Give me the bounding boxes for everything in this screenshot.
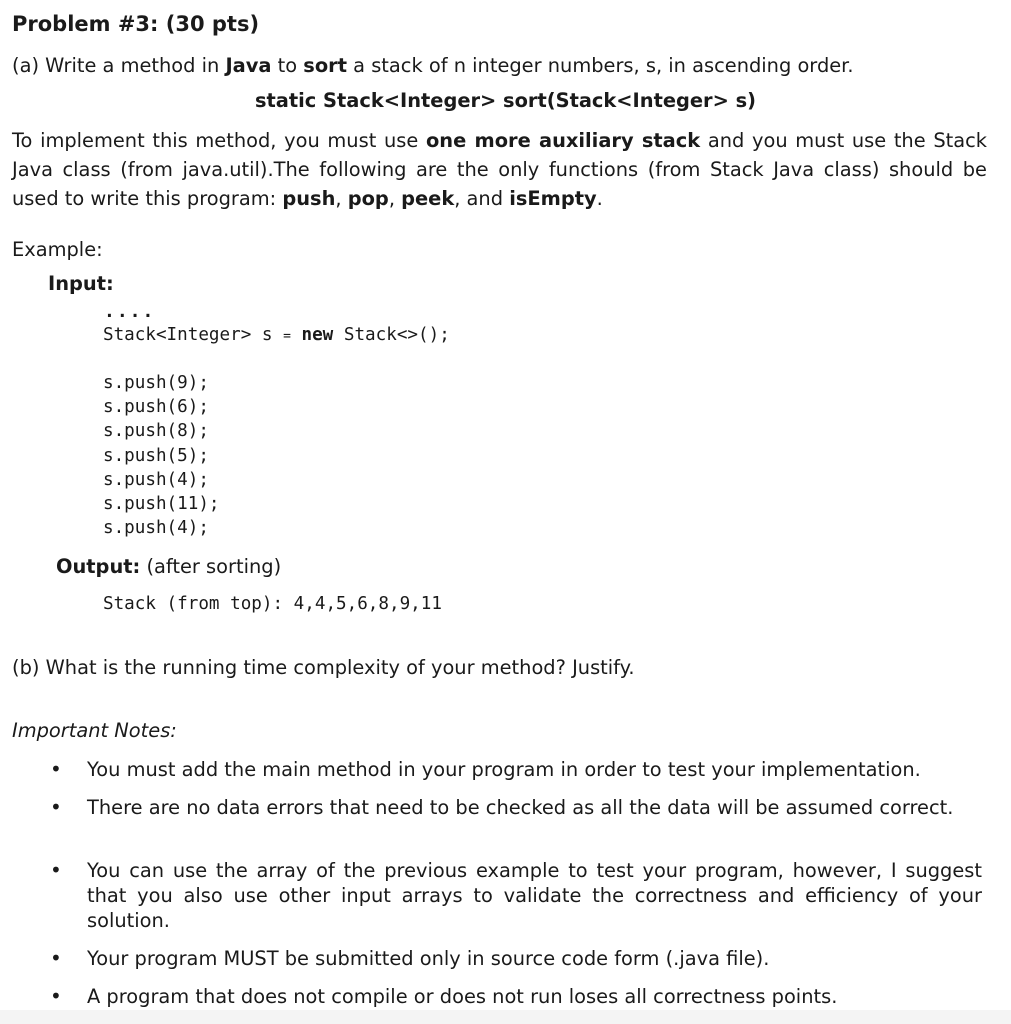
output-code: Stack (from top): 4,4,5,6,8,9,11	[103, 594, 442, 614]
part-a-java: Java	[225, 54, 272, 77]
code-decl-equals: =	[283, 329, 291, 344]
bullet-icon: •	[50, 757, 62, 781]
part-b-question: (b) What is the running time complexity of your method? Justify.	[12, 656, 635, 679]
part-a-statement	[12, 51, 854, 80]
bullet-icon: •	[50, 984, 62, 1008]
desc-aux-stack: one more auxiliary stack	[425, 129, 701, 152]
note-item: You must add the main method in your program in order to test your implementation.	[87, 758, 921, 781]
code-ellipsis: ....	[104, 301, 156, 322]
part-a-text-1: (a) Write a method in	[12, 54, 226, 77]
desc-text-2: and you must use the Stack Java class (from java.util).The following are the only functions (from Stack Java class) should be used to write this program:	[12, 129, 987, 210]
code-push-line: s.push(6);	[103, 397, 209, 417]
output-label: Output:	[56, 555, 141, 578]
bullet-icon: •	[50, 795, 62, 819]
func-peek: peek	[401, 187, 455, 210]
note-item: A program that does not compile or does not run loses all correctness points.	[87, 985, 838, 1008]
code-decl-rest: Stack<>();	[333, 325, 450, 345]
note-item: You can use the array of the previous example to test your program, however, I suggest that you also use other input arrays to validate the correctness and efficiency of your solution.	[87, 859, 982, 932]
part-a-text-2: to	[271, 54, 304, 77]
code-push-line: s.push(5);	[103, 446, 209, 466]
bullet-icon: •	[50, 858, 62, 882]
code-decl-new: new	[290, 325, 334, 345]
method-signature: static Stack<Integer> sort(Stack<Integer> s)	[255, 89, 756, 112]
notes-title: Important Notes:	[12, 719, 177, 742]
part-a-sort: sort	[303, 54, 347, 77]
desc-sep-1: ,	[335, 187, 348, 210]
code-decl-type: Stack<Integer> s	[103, 325, 284, 345]
desc-sep-3: , and	[454, 187, 510, 210]
code-push-line: s.push(9);	[103, 373, 209, 393]
page-bottom-edge	[0, 1010, 1011, 1024]
code-push-line: s.push(4);	[103, 518, 209, 538]
input-label: Input:	[48, 272, 114, 295]
desc-sep-2: ,	[388, 187, 402, 210]
desc-text-1: To implement this method, you must use	[12, 129, 426, 152]
output-note: (after sorting)	[140, 555, 282, 578]
implementation-description	[12, 126, 987, 213]
func-isempty: isEmpty	[509, 187, 597, 210]
desc-text-3: .	[596, 187, 603, 210]
code-push-line: s.push(11);	[103, 494, 220, 514]
note-item: Your program MUST be submitted only in source code form (.java file).	[87, 947, 770, 970]
problem-title: Problem #3: (30 pts)	[12, 12, 260, 36]
code-push-line: s.push(4);	[103, 470, 209, 490]
func-push: push	[282, 187, 336, 210]
bullet-icon: •	[50, 946, 62, 970]
func-pop: pop	[347, 187, 389, 210]
code-push-line: s.push(8);	[103, 421, 209, 441]
example-label: Example:	[12, 238, 103, 261]
code-declaration	[103, 325, 450, 345]
part-a-text-3: a stack of n integer numbers, s, in ascending order.	[347, 54, 854, 77]
note-item: There are no data errors that need to be checked as all the data will be assumed correct.	[87, 796, 954, 819]
output-line	[56, 555, 281, 578]
